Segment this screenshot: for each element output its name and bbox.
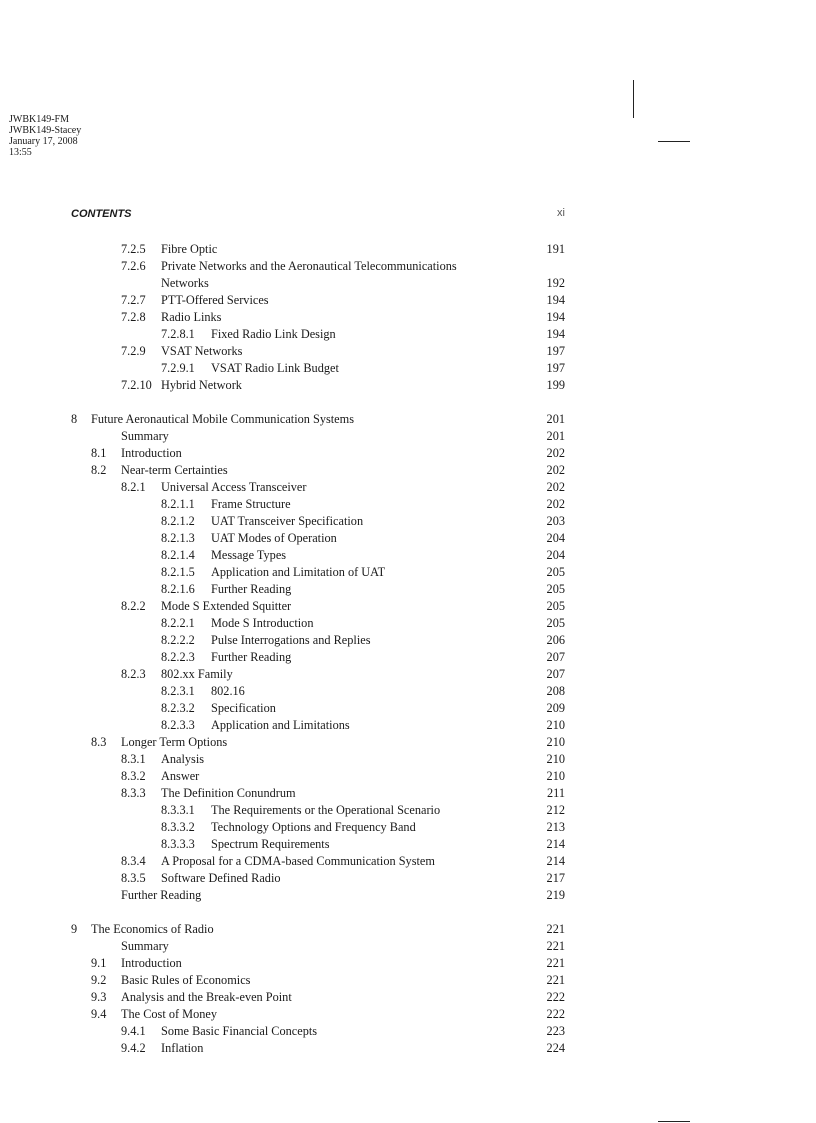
toc-entry-page: 199 [546, 378, 565, 392]
slug-author-id: JWBK149-Stacey [9, 125, 82, 136]
toc-entry-title: A Proposal for a CDMA-based Communication System [161, 854, 435, 868]
slug-date: January 17, 2008 [9, 136, 78, 147]
toc-entry-page: 221 [546, 973, 565, 987]
toc-entry-title: Some Basic Financial Concepts [161, 1024, 318, 1038]
toc-entry-page: 202 [546, 497, 565, 511]
toc-entry-number: 9.1 [91, 956, 107, 970]
toc-entry [0, 1023, 816, 1040]
toc-entry-number: 8.2.1.2 [161, 514, 195, 528]
toc-entry-page: 222 [546, 990, 565, 1004]
toc-entry [0, 445, 816, 462]
toc-entry [0, 275, 816, 292]
crop-mark-vertical [633, 80, 634, 118]
toc-entry-page: 222 [546, 1007, 565, 1021]
toc-entry-number: 8.2 [91, 463, 107, 477]
toc-entry-page: 212 [546, 803, 565, 817]
toc-entry-title: Further Reading [211, 650, 292, 664]
toc-entry-number: 8.2.1.6 [161, 582, 195, 596]
toc-entry-page: 210 [546, 752, 565, 766]
toc-entry [0, 870, 816, 887]
toc-entry [0, 632, 816, 649]
toc-entry-page: 194 [546, 310, 565, 324]
toc-entry [0, 717, 816, 734]
toc-entry-title: Radio Links [161, 310, 222, 324]
toc-entry-page: 213 [546, 820, 565, 834]
toc-entry-number: 7.2.9 [121, 344, 146, 358]
toc-entry-title: Introduction [121, 956, 182, 970]
toc-entry-title: Summary [121, 939, 169, 953]
toc-entry [0, 581, 816, 598]
toc-entry-number: 8.3.2 [121, 769, 146, 783]
toc-entry-number: 9.4 [91, 1007, 107, 1021]
toc-entry-title: Application and Limitation of UAT [211, 565, 386, 579]
toc-entry-number: 8.3.3.1 [161, 803, 195, 817]
toc-entry-number: 8.3.1 [121, 752, 146, 766]
print-slug [4, 103, 99, 158]
toc-entry [0, 513, 816, 530]
toc-entry-number: 8.2.2.3 [161, 650, 195, 664]
toc-entry-title: Analysis [161, 752, 205, 766]
toc-entry-page: 206 [546, 633, 565, 647]
toc-entry [0, 972, 816, 989]
toc-entry-title: VSAT Radio Link Budget [211, 361, 339, 375]
toc-entry-number: 8.3.5 [121, 871, 146, 885]
toc-entry-number: 8.2.1.1 [161, 497, 195, 511]
toc-entry-number: 8 [71, 412, 78, 426]
toc-entry-title: Fibre Optic [161, 242, 218, 256]
toc-entry-page: 202 [546, 446, 565, 460]
toc-entry-page: 217 [546, 871, 565, 885]
toc-entry-page: 204 [546, 531, 565, 545]
toc-entry-number: 9.4.2 [121, 1041, 146, 1055]
toc-entry-page: 205 [546, 565, 565, 579]
toc-entry [0, 887, 816, 904]
toc-entry-number: 8.2.1.4 [161, 548, 195, 562]
toc-entry-title: Inflation [161, 1041, 204, 1055]
crop-mark-top [658, 141, 690, 142]
toc-entry-title: The Requirements or the Operational Scenario [211, 803, 441, 817]
toc-entry-number: 7.2.6 [121, 259, 146, 273]
toc-entry-page: 210 [546, 769, 565, 783]
toc-entry [0, 598, 816, 615]
toc-entry [0, 360, 816, 377]
toc-entry-title: The Economics of Radio [91, 922, 214, 936]
toc-entry-number: 8.2.3 [121, 667, 146, 681]
toc-entry-title: Basic Rules of Economics [121, 973, 251, 987]
toc-entry-page: 205 [546, 582, 565, 596]
toc-entry-title: Spectrum Requirements [211, 837, 330, 851]
toc-entry-page: 203 [546, 514, 565, 528]
toc-entry [0, 802, 816, 819]
toc-entry [0, 411, 816, 428]
toc-entry-title: Future Aeronautical Mobile Communication Systems [91, 412, 354, 426]
toc-entry-title: Summary [121, 429, 169, 443]
toc-entry-number: 9 [71, 922, 78, 936]
toc-entry-page: 219 [546, 888, 565, 902]
toc-entry-number: 8.3.3.3 [161, 837, 195, 851]
toc-entry [0, 734, 816, 751]
toc-entry-page: 191 [546, 242, 565, 256]
toc-entry-number: 8.1 [91, 446, 107, 460]
toc-entry-title: Near-term Certainties [121, 463, 228, 477]
toc-entry [0, 1006, 816, 1023]
toc-entry-number: 8.2.2.1 [161, 616, 195, 630]
toc-entry-title: Pulse Interrogations and Replies [211, 633, 371, 647]
toc-entry-title: Further Reading [121, 888, 202, 902]
toc-entry-number: 9.2 [91, 973, 107, 987]
toc-entry-number: 8.2.1 [121, 480, 146, 494]
table-of-contents [0, 241, 816, 1057]
toc-entry-title: Mode S Extended Squitter [161, 599, 292, 613]
toc-entry [0, 479, 816, 496]
toc-entry-title: Hybrid Network [161, 378, 242, 392]
toc-entry [0, 785, 816, 802]
toc-entry-title: 802.xx Family [161, 667, 233, 681]
toc-entry-title: Networks [161, 276, 209, 290]
toc-entry-number: 7.2.5 [121, 242, 146, 256]
toc-entry [0, 700, 816, 717]
toc-entry-title: UAT Transceiver Specification [211, 514, 364, 528]
toc-entry [0, 836, 816, 853]
toc-entry-number: 8.2.1.3 [161, 531, 195, 545]
toc-entry-title: VSAT Networks [161, 344, 243, 358]
toc-entry [0, 292, 816, 309]
toc-entry-title: 802.16 [211, 684, 245, 698]
toc-entry-number: 9.3 [91, 990, 107, 1004]
toc-entry-page: 207 [546, 667, 565, 681]
toc-entry [0, 955, 816, 972]
toc-entry-title: Application and Limitations [211, 718, 350, 732]
toc-entry-page: 204 [546, 548, 565, 562]
toc-entry [0, 343, 816, 360]
toc-entry-page: 205 [546, 616, 565, 630]
toc-entry [0, 496, 816, 513]
toc-entry-number: 8.2.2.2 [161, 633, 195, 647]
toc-entry-page: 214 [546, 854, 565, 868]
toc-entry [0, 989, 816, 1006]
toc-entry-title: Analysis and the Break-even Point [121, 990, 292, 1004]
toc-entry-page: 224 [546, 1041, 565, 1055]
toc-entry-page: 201 [546, 429, 565, 443]
toc-entry-page: 208 [546, 684, 565, 698]
toc-entry-title: Introduction [121, 446, 182, 460]
toc-entry-number: 8.2.3.2 [161, 701, 195, 715]
toc-entry-number: 8.2.1.5 [161, 565, 195, 579]
toc-entry [0, 853, 816, 870]
toc-entry [0, 309, 816, 326]
toc-entry-page: 214 [546, 837, 565, 851]
toc-entry [0, 921, 816, 938]
toc-entry-number: 7.2.7 [121, 293, 146, 307]
toc-entry-title: Fixed Radio Link Design [211, 327, 336, 341]
toc-entry-page: 194 [546, 327, 565, 341]
toc-entry [0, 1040, 816, 1057]
toc-entry-number: 7.2.8 [121, 310, 146, 324]
toc-entry [0, 564, 816, 581]
toc-entry-page: 211 [547, 786, 565, 800]
toc-entry [0, 938, 816, 955]
toc-entry-title: Longer Term Options [121, 735, 228, 749]
toc-entry [0, 666, 816, 683]
toc-entry [0, 615, 816, 632]
toc-entry-number: 9.4.1 [121, 1024, 146, 1038]
toc-entry-page: 194 [546, 293, 565, 307]
toc-entry-title: Private Networks and the Aeronautical Telecommunications [161, 259, 457, 273]
toc-entry-number: 7.2.9.1 [161, 361, 195, 375]
toc-entry-title: Frame Structure [211, 497, 291, 511]
toc-entry-page: 202 [546, 463, 565, 477]
toc-entry-page: 201 [546, 412, 565, 426]
toc-entry [0, 258, 816, 275]
toc-entry-number: 7.2.10 [121, 378, 152, 392]
toc-entry-title: Answer [161, 769, 200, 783]
toc-entry-page: 202 [546, 480, 565, 494]
toc-entry-page: 210 [546, 718, 565, 732]
toc-entry-title: Further Reading [211, 582, 292, 596]
toc-entry [0, 241, 816, 258]
toc-entry-page: 223 [546, 1024, 565, 1038]
toc-entry-page: 207 [546, 650, 565, 664]
page-number: xi [557, 207, 565, 219]
toc-entry-page: 197 [546, 361, 565, 375]
toc-entry-number: 8.2.3.1 [161, 684, 195, 698]
toc-entry-title: Universal Access Transceiver [161, 480, 307, 494]
toc-entry-title: UAT Modes of Operation [211, 531, 337, 545]
toc-entry [0, 819, 816, 836]
toc-entry-title: Message Types [211, 548, 287, 562]
toc-entry-page: 197 [546, 344, 565, 358]
toc-entry [0, 649, 816, 666]
toc-entry-page: 221 [546, 922, 565, 936]
toc-entry [0, 547, 816, 564]
toc-entry-title: Mode S Introduction [211, 616, 314, 630]
slug-time: 13:55 [9, 147, 32, 158]
toc-entry [0, 326, 816, 343]
toc-entry [0, 683, 816, 700]
toc-entry [0, 530, 816, 547]
toc-entry-title: Technology Options and Frequency Band [211, 820, 416, 834]
toc-entry-title: Specification [211, 701, 276, 715]
crop-mark-bottom [658, 1121, 690, 1122]
toc-entry-title: The Definition Conundrum [161, 786, 296, 800]
running-head: CONTENTS [71, 208, 132, 220]
slug-file-id: JWBK149-FM [9, 114, 70, 125]
toc-entry [0, 462, 816, 479]
toc-entry-number: 8.2.2 [121, 599, 146, 613]
toc-entry-page: 221 [546, 939, 565, 953]
toc-entry [0, 428, 816, 445]
toc-entry-title: The Cost of Money [121, 1007, 217, 1021]
toc-entry-number: 8.3 [91, 735, 107, 749]
toc-entry-number: 7.2.8.1 [161, 327, 195, 341]
toc-entry-page: 205 [546, 599, 565, 613]
toc-entry-number: 8.3.3.2 [161, 820, 195, 834]
toc-entry-number: 8.3.3 [121, 786, 146, 800]
toc-entry [0, 751, 816, 768]
toc-entry-page: 209 [546, 701, 565, 715]
toc-entry-page: 221 [546, 956, 565, 970]
toc-entry-number: 8.2.3.3 [161, 718, 195, 732]
toc-entry-title: Software Defined Radio [161, 871, 281, 885]
toc-entry-page: 192 [546, 276, 565, 290]
toc-entry-page: 210 [546, 735, 565, 749]
toc-entry [0, 377, 816, 394]
toc-entry [0, 768, 816, 785]
toc-entry-number: 8.3.4 [121, 854, 146, 868]
toc-entry-title: PTT-Offered Services [161, 293, 269, 307]
